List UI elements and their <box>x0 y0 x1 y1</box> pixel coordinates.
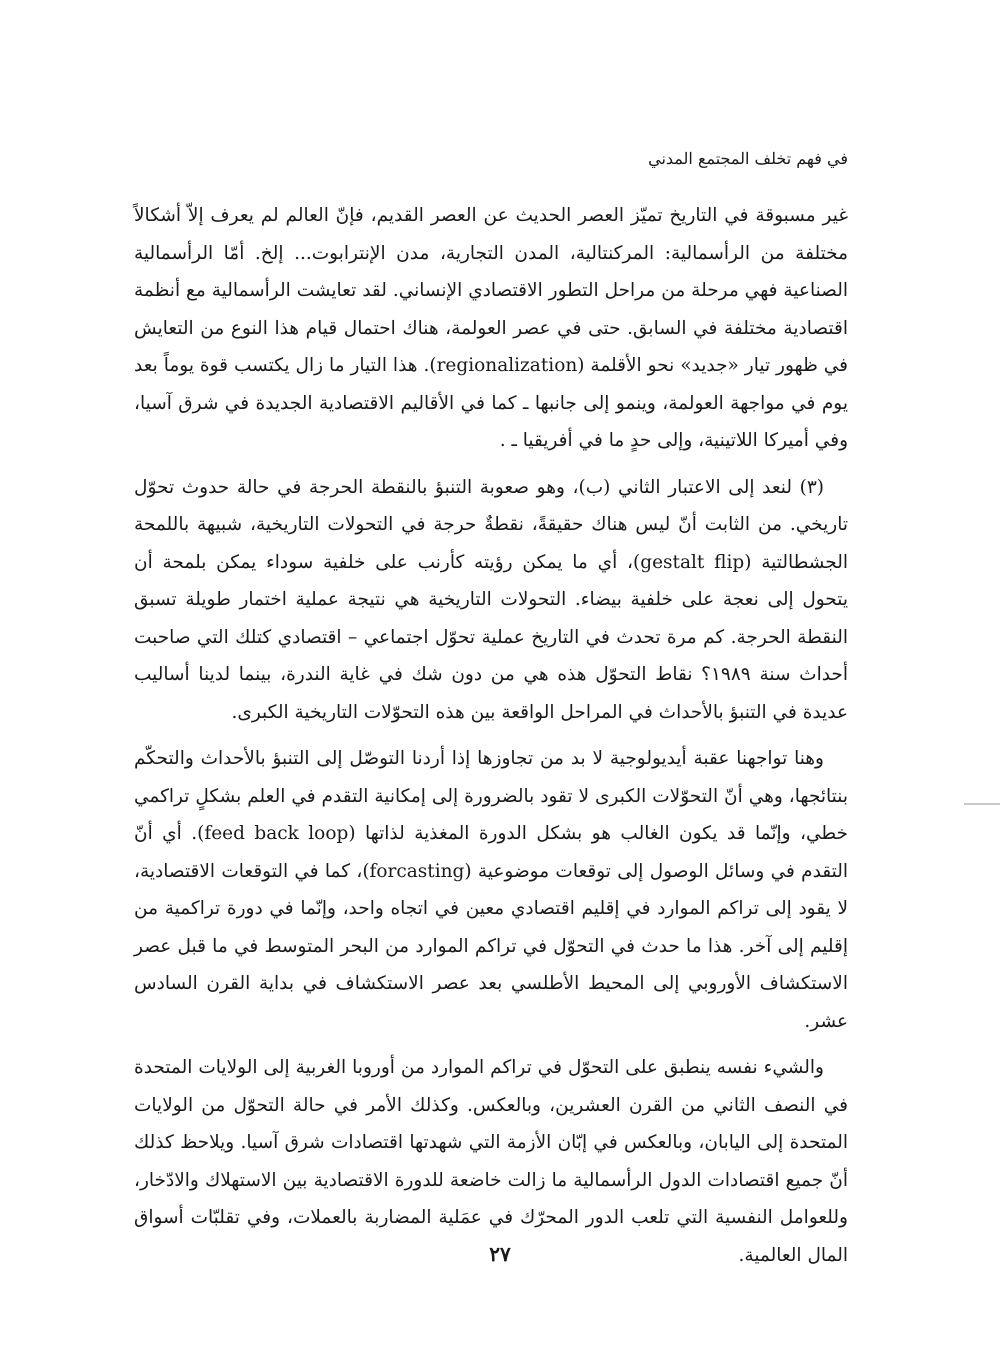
paragraph-4: والشيء نفسه ينطبق على التحوّل في تراكم الموارد من أوروبا الغربية إلى الولايات المتحدة في النصف الثاني من القرن العشرين، وبالعكس. وكذلك الأمر في حالة التحوّل من الولايات المتحدة إلى اليابان، وبالعكس في إبّان الأزمة التي شهدتها اقتصادات شرق آسيا. ويلاحظ كذلك أنّ جميع اقتصادات الدول الرأسمالية ما زالت خاضعة للدورة الاقتصادية بين الاستهلاك والادّخار، وللعوامل النفسية التي تلعب الدور المحرّك في عمَلية المضاربة بالعملات، وفي تقلبّات أسواق المال العالمية. <box>134 1057 848 1266</box>
page-number: ٢٧ <box>489 1242 511 1266</box>
body-text <box>134 197 848 1274</box>
scan-margin-mark <box>964 803 1000 805</box>
paragraph-2: (٣) لنعد إلى الاعتبار الثاني (ب)، وهو صعوبة التنبؤ بالنقطة الحرجة في حالة حدوث تحوّل تاريخي. من الثابت أنّ ليس هناك حقيقةً، نقطةٌ حرجة في التحولات التاريخية، شبيهة باللمحة الجشطالتية (gestalt flip)، أي ما يمكن رؤيته كأرنب على خلفية سوداء يمكن بلمحة أن يتحول إلى نعجة على خلفية بيضاء. التحولات التاريخية هي نتيجة عملية اختمار طويلة تسبق النقطة الحرجة. كم مرة تحدث في التاريخ عملية تحوّل اجتماعي – اقتصادي كتلك التي صاحبت أحداث سنة ١٩٨٩؟ نقاط التحوّل هذه هي من دون شك في غاية الندرة، بينما لدينا أساليب عديدة في التنبؤ بالأحداث في المراحل الواقعة بين هذه التحوّلات التاريخية الكبرى. <box>134 476 848 723</box>
running-head: في فهم تخلف المجتمع المدني <box>648 149 848 168</box>
paragraph-3: وهنا تواجهنا عقبة أيديولوجية لا بد من تجاوزها إذا أردنا التوصّل إلى التنبؤ بالأحداث والتحكّم بنتائجها، وهي أنّ التحوّلات الكبرى لا تقود بالضرورة إلى إمكانية التقدم في العلم بشكلٍ تراكمي خطي، وإنّما قد يكون الغالب هو بشكل الدورة المغذية لذاتها (feed back loop). أي أنّ التقدم في وسائل الوصول إلى توقعات موضوعية (forcasting)، كما في التوقعات الاقتصادية، لا يقود إلى تراكم الموارد في إقليم اقتصادي معين في اتجاه واحد، وإنّما في دورة تراكمية من إقليم إلى آخر. هذا ما حدث في التحوّل في تراكم الموارد من البحر المتوسط في ما قبل عصر الاستكشاف الأوروبي إلى المحيط الأطلسي بعد عصر الاستكشاف في بداية القرن السادس عشر. <box>134 748 848 1032</box>
paragraph-1: غير مسبوقة في التاريخ تميّز العصر الحديث عن العصر القديم، فإنّ العالم لم يعرف إلاّ أشكالاً مختلفة من الرأسمالية: المركنتالية، المدن التجارية، مدن الإنترابوت... إلخ. أمّا الرأسمالية الصناعية فهي مرحلة من مراحل التطور الاقتصادي الإنساني. لقد تعايشت الرأسمالية مع أنظمة اقتصادية مختلفة في السابق. حتى في عصر العولمة، هناك احتمال قيام هذا النوع من التعايش في ظهور تيار «جديد» نحو الأقلمة (regionalization). هذا التيار ما زال يكتسب قوة يوماً بعد يوم في مواجهة العولمة، وينمو إلى جانبها ـ كما في الأقاليم الاقتصادية الجديدة في شرق آسيا، وفي أميركا اللاتينية، وإلى حدٍ ما في أفريقيا ـ . <box>134 205 849 451</box>
